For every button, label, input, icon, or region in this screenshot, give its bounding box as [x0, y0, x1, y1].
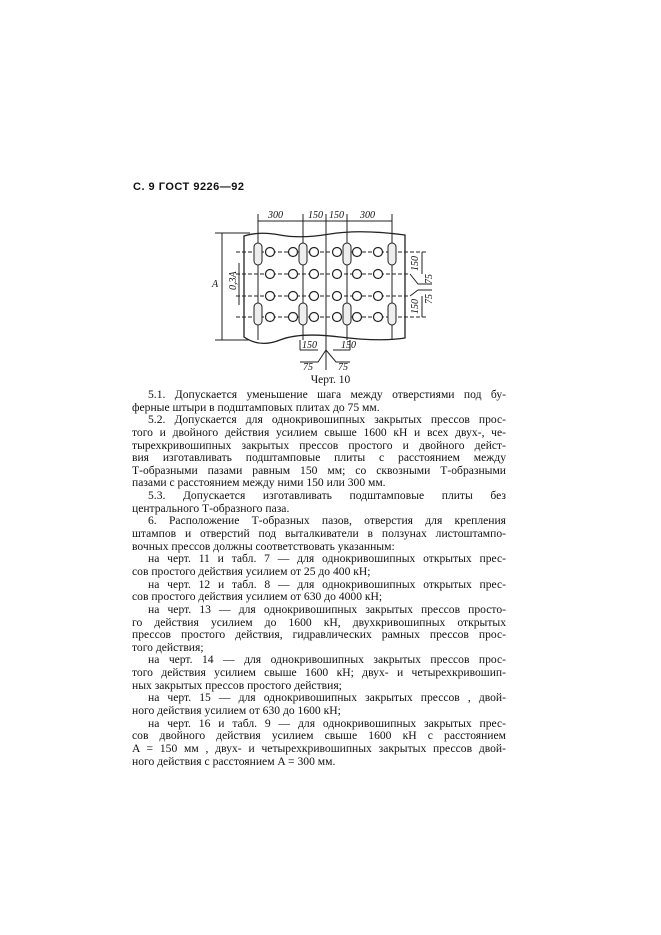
dim-right-3: 75	[424, 294, 435, 304]
paragraph	[132, 692, 506, 717]
paragraph	[132, 515, 506, 553]
paragraph	[132, 718, 506, 769]
text-line: на черт. 15 — для однокривошипных закрытых прессов , двой-	[148, 692, 506, 705]
text-line: на черт. 11 и табл. 7 — для однокривошипных открытых прес-	[148, 553, 506, 566]
text-line: 6. Расположение Т-образных пазов, отверстия для крепления	[148, 515, 506, 528]
text-line: сов двойного действия усилием свыше 1600 кН с расстоянием	[132, 730, 506, 743]
page-header: С. 9 ГОСТ 9226—92	[133, 181, 245, 193]
dim-top-3: 150	[329, 210, 344, 221]
text-line: сов простого действия усилием от 630 до 4000 кН;	[132, 591, 383, 604]
text-line: ферные штыри в подштамповых плитах до 75 мм.	[132, 401, 380, 414]
dim-left-inner: 0,3A	[228, 271, 239, 290]
text-line: ного действия усилием от 630 до 1600 кН;	[132, 705, 341, 718]
text-line: 5.1. Допускается уменьшение шага между отверстиями под бу-	[148, 389, 506, 401]
dim-top-4: 300	[360, 210, 375, 221]
dim-bottom-1: 150	[302, 340, 317, 351]
text-line: сов простого действия усилием от 25 до 400 кН;	[132, 565, 371, 578]
text-line: на черт. 12 и табл. 8 — для однокривошипных открытых прес-	[148, 578, 506, 591]
paragraph	[132, 553, 506, 578]
dim-bottom-4: 75	[338, 362, 348, 373]
text-line: вия изготавливать подштамповые плиты с расстоянием между	[132, 452, 506, 465]
text-line: того действия;	[132, 641, 204, 654]
text-line: на черт. 14 — для однокривошипных закрытых прессов прос-	[148, 654, 506, 667]
paragraph	[132, 579, 506, 604]
text-line: 5.2. Допускается для однокривошипных закрытых прессов прос-	[148, 414, 506, 427]
paragraph	[132, 654, 506, 692]
holes	[266, 248, 383, 322]
dim-bottom-3: 75	[303, 362, 313, 373]
dim-top-1: 300	[268, 210, 283, 221]
text-line: пазами с расстоянием между ними 150 или 300 мм.	[132, 477, 386, 490]
paragraph	[132, 414, 506, 490]
text-line: центрального Т-образного паза.	[132, 502, 290, 515]
dim-right-4: 150	[410, 299, 421, 314]
text-line: на черт. 13 — для однокривошипных закрытых прессов просто-	[148, 603, 506, 616]
text-line: 5.3. Допускается изготавливать подштамповые плиты без	[148, 490, 506, 503]
body-text	[132, 389, 506, 768]
paragraph	[132, 490, 506, 515]
figure-drawing	[0, 0, 661, 400]
paragraph	[132, 604, 506, 655]
text-line: вочных прессов должны соответствовать указанным:	[132, 540, 395, 553]
text-line: того и двойного действия усилием свыше 1600 кН и всех двух-, че-	[132, 426, 506, 439]
dim-left: A	[212, 279, 219, 290]
text-line: того действия усилием свыше 1600 кН; двух- и четырехкривошип-	[132, 667, 506, 680]
figure-caption: Черт. 10	[310, 374, 351, 386]
dim-right-1: 150	[410, 256, 421, 271]
paragraph	[132, 389, 506, 414]
text-line: тырехкривошипных закрытых прессов простого и двойного дейст-	[132, 439, 506, 452]
dim-top-2: 150	[308, 210, 323, 221]
text-line: прессов простого действия, гидравлических рамных прессов прос-	[132, 629, 506, 642]
dim-bottom-2: 150	[341, 340, 356, 351]
text-line: на черт. 16 и табл. 9 — для однокривошипных закрытых прес-	[148, 717, 506, 730]
text-line: ного действия с расстоянием A = 300 мм.	[132, 755, 336, 768]
text-line: ных закрытых прессов простого действия;	[132, 679, 342, 692]
text-line: штампов и отверстий под выталкиватели в ползунах листоштампо-	[132, 528, 506, 541]
text-line: Т-образными пазами равным 150 мм; со сквозными Т-образными	[132, 464, 506, 477]
text-line: го действия усилием до 1600 кН, двухкривошипных открытых	[132, 616, 506, 629]
dim-right-2: 75	[424, 274, 435, 284]
text-line: A = 150 мм , двух- и четырехкривошипных закрытых прессов двой-	[132, 742, 506, 755]
